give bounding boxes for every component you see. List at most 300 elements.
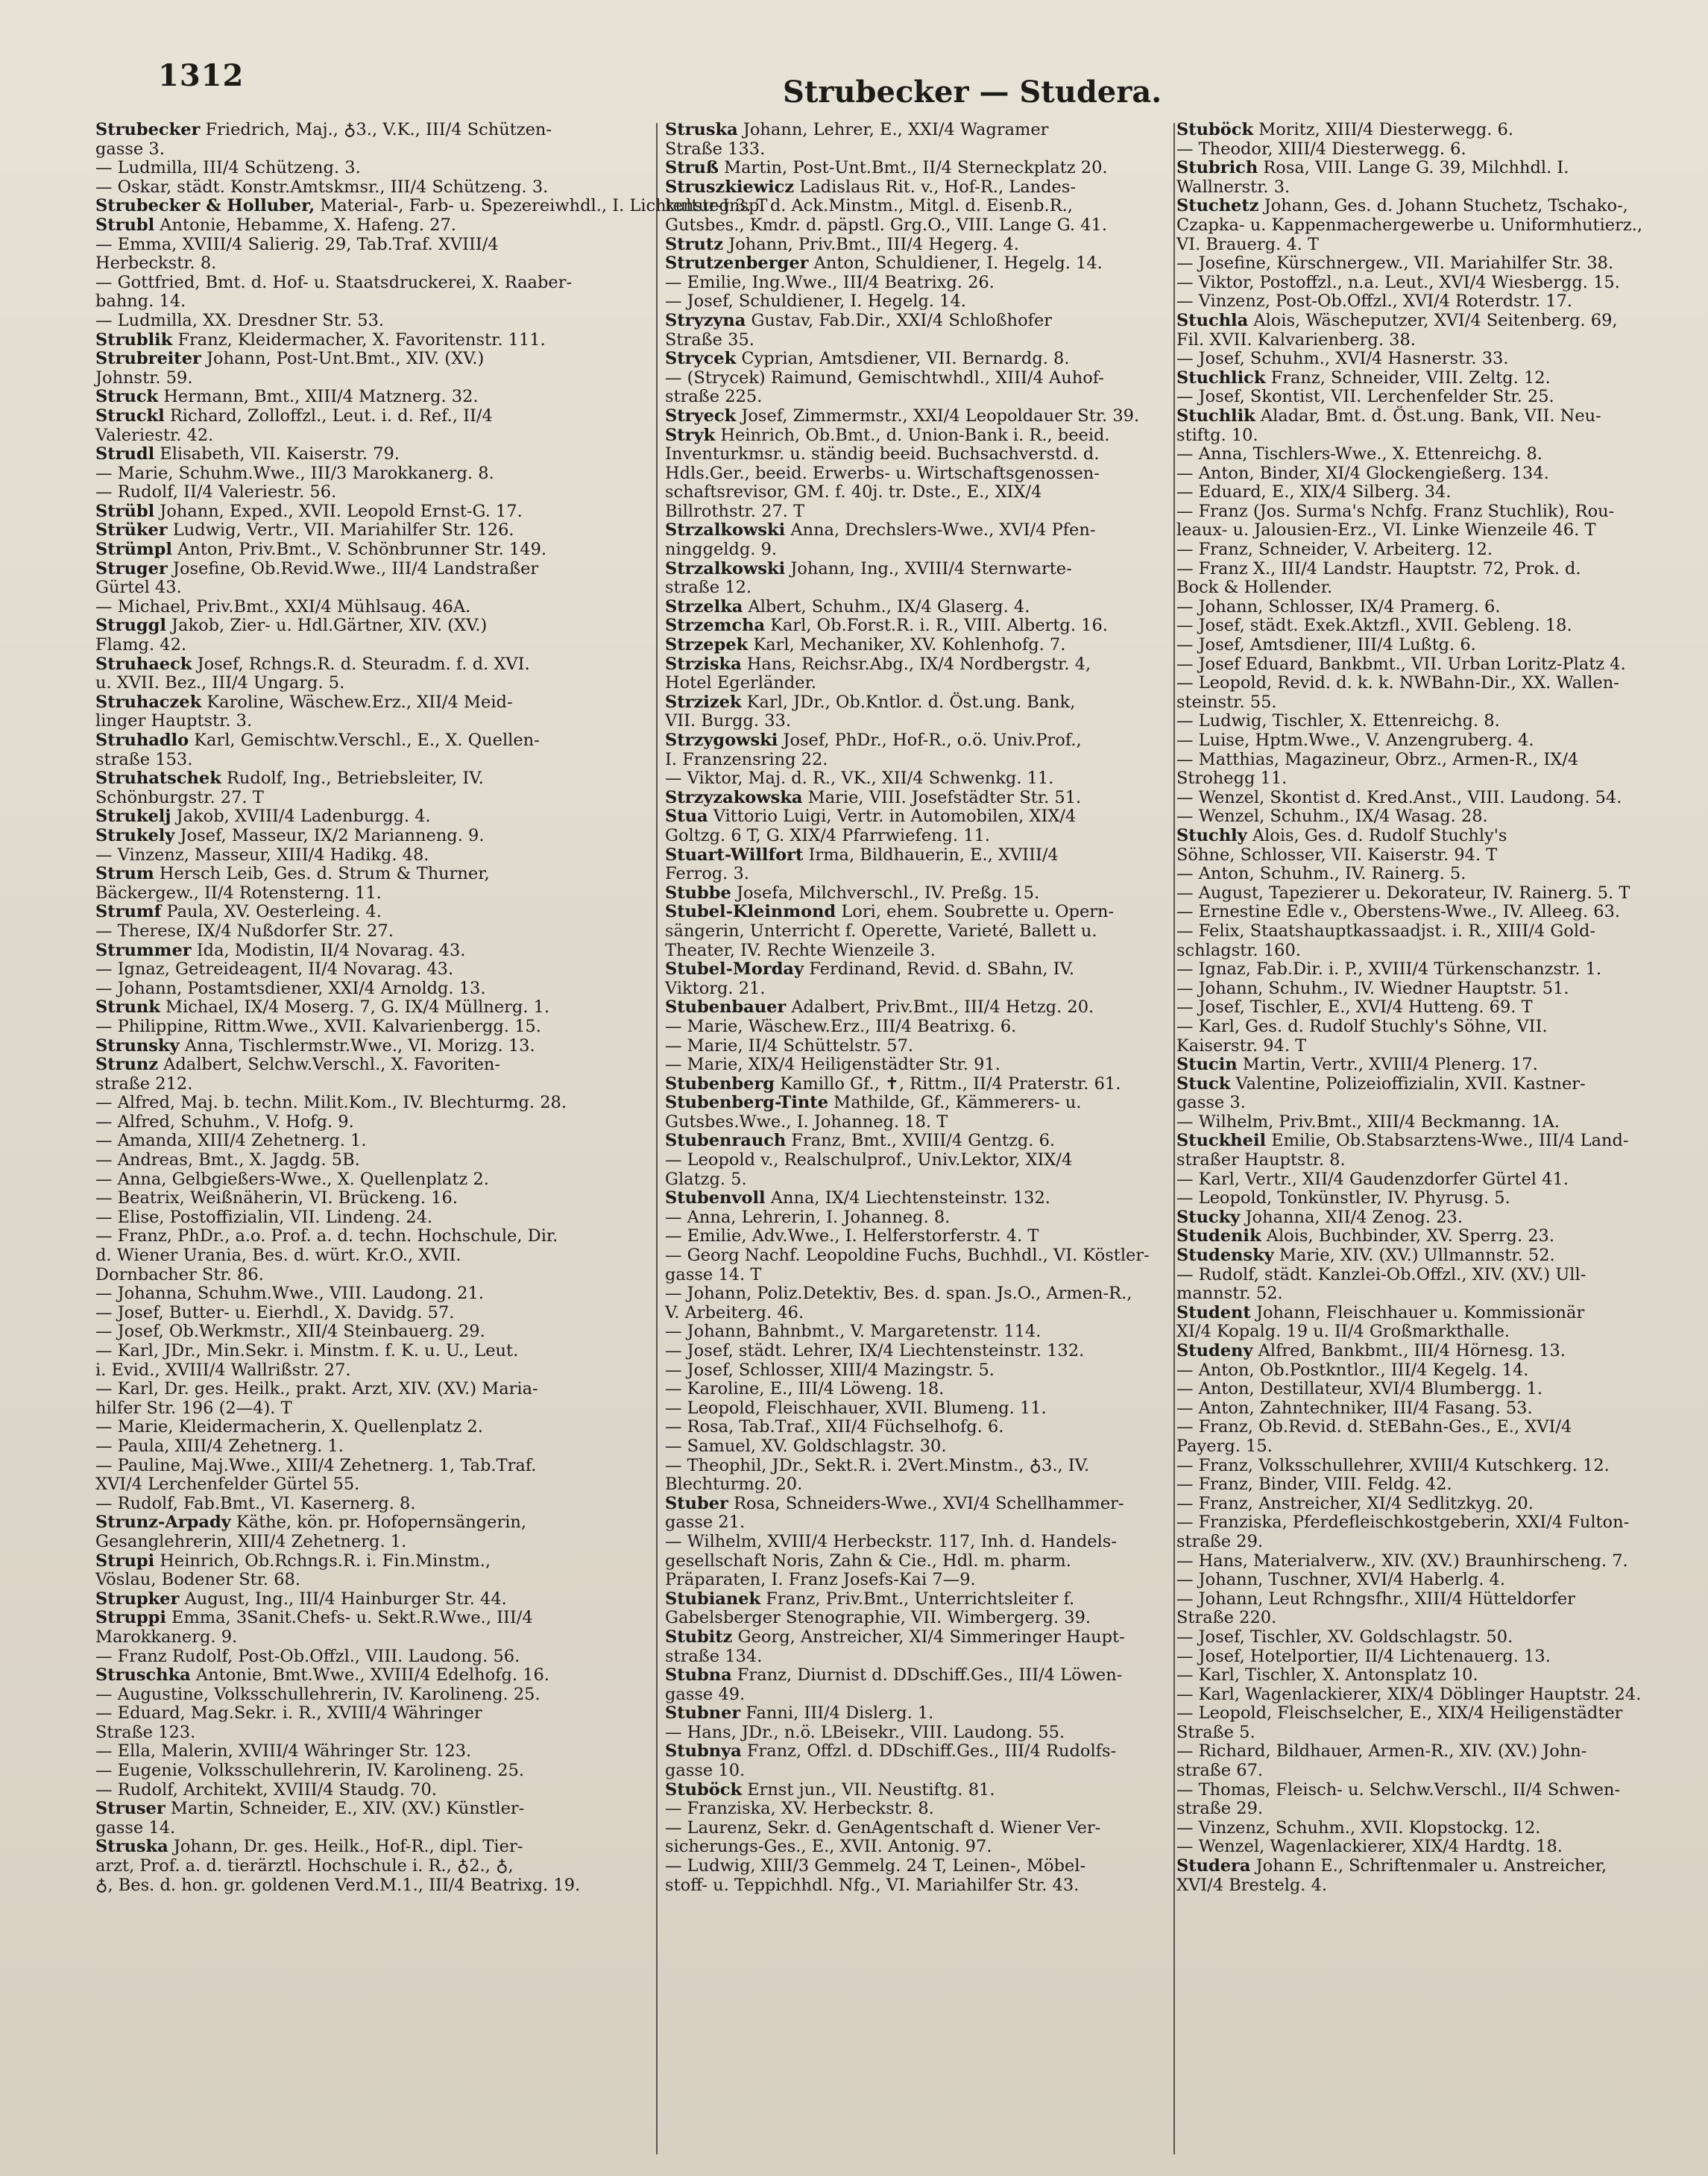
directory-entry (95, 407, 625, 426)
directory-entry (665, 1513, 1179, 1533)
directory-entry (95, 1342, 625, 1361)
entry-surname: Struska (665, 120, 738, 139)
directory-entry (1176, 1590, 1683, 1609)
entry-details: Payerg. 15. (1176, 1436, 1273, 1456)
entry-details: Kaiserstr. 94. T (1176, 1035, 1307, 1056)
entry-details: — Hans, Materialverw., XIV. (XV.) Braunhirscheng. 7. (1176, 1551, 1628, 1571)
directory-entry (1176, 751, 1683, 770)
directory-entry (1176, 1075, 1683, 1094)
entry-details: — Therese, IX/4 Nußdorfer Str. 27. (95, 921, 394, 941)
entry-surname: Strziska (665, 654, 742, 674)
entry-details: — Johanna, Schuhm.Wwe., VIII. Laudong. 21. (95, 1284, 484, 1304)
entry-details: Söhne, Schlosser, VII. Kaiserstr. 94. T (1176, 845, 1498, 865)
entry-details: — Josef, Schuldiener, I. Hegelg. 14. (665, 291, 966, 312)
entry-details: — Franz Rudolf, Post-Ob.Offzl., VIII. Laudong. 56. (95, 1646, 520, 1666)
entry-surname: Stubenvoll (665, 1188, 766, 1208)
entry-details: — August, Tapezierer u. Dekorateur, IV. Rainerg. 5. T (1176, 883, 1630, 903)
directory-entry (95, 769, 625, 789)
entry-surname: Strukelj (95, 807, 171, 827)
directory-entry (665, 331, 1179, 350)
entry-details: — Josef, städt. Exek.Aktzfl., XVII. Gebleng. 18. (1176, 616, 1572, 636)
entry-details: Emilie, Ob.Stabsarztens-Wwe., III/4 Land- (1271, 1131, 1629, 1151)
entry-details: gasse 49. (665, 1684, 746, 1704)
entry-details: Johann, Dr. ges. Heilk., Hof-R., dipl. Tier- (173, 1837, 523, 1857)
directory-entry (665, 789, 1179, 808)
directory-entry (95, 674, 625, 693)
entry-details: — Alfred, Schuhm., V. Hofg. 9. (95, 1111, 354, 1132)
entry-details: Emma, 3Sanit.Chefs- u. Sekt.R.Wwe., III/4 (171, 1608, 533, 1628)
entry-details: — Franz, Volksschullehrer, XVIII/4 Kutschkerg. 12. (1176, 1455, 1610, 1475)
directory-entry (95, 1437, 625, 1457)
directory-entry (665, 1266, 1179, 1285)
entry-details: Johann, Priv.Bmt., III/4 Hegerg. 4. (728, 234, 1019, 254)
entry-details: Moritz, XIII/4 Diesterwegg. 6. (1258, 120, 1514, 139)
directory-entry (95, 578, 625, 598)
directory-entry (1176, 1533, 1683, 1552)
directory-entry (95, 1800, 625, 1819)
entry-details: — Wilhelm, Priv.Bmt., XIII/4 Beckmanng. 1A. (1176, 1111, 1560, 1132)
entry-surname: Stuchlick (1176, 368, 1266, 388)
directory-entry (1176, 789, 1683, 808)
entry-surname: Strzygowski (665, 731, 778, 750)
directory-entry (1176, 236, 1683, 255)
directory-entry (1176, 598, 1683, 617)
entry-details: — Karl, Dr. ges. Heilk., prakt. Arzt, XIV. (XV.) Maria- (95, 1379, 538, 1399)
entry-details: Goltzg. 6 T, G. XIX/4 Pfarrwiefeng. 11. (665, 825, 991, 845)
entry-details: Friedrich, Maj., ♁3., V.K., III/4 Schützen- (205, 120, 552, 139)
directory-entry (665, 502, 1179, 522)
entry-details: Ferdinand, Revid. d. SBahn, IV. (809, 959, 1074, 980)
entry-details: gasse 3. (1176, 1093, 1246, 1113)
directory-entry (95, 980, 625, 999)
entry-details: — Gottfried, Bmt. d. Hof- u. Staatsdruckerei, X. Raaber- (95, 272, 573, 292)
entry-details: — Karl, JDr., Min.Sekr. i. Minstm. f. K. u. U., Leut. (95, 1341, 519, 1360)
entry-surname: Stubenberg (665, 1073, 775, 1094)
entry-details: steinstr. 55. (1176, 692, 1277, 712)
entry-surname: Stucin (1176, 1055, 1238, 1075)
directory-entry (665, 445, 1179, 464)
entry-details: — Rudolf, städt. Kanzlei-Ob.Offzl., XIV. (XV.) Ull- (1176, 1264, 1586, 1284)
entry-details: — Rosa, Tab.Traf., XII/4 Füchselhofg. 6. (665, 1417, 1004, 1437)
entry-surname: Stucky (1176, 1207, 1241, 1227)
entry-details: — Franz, Binder, VIII. Feldg. 42. (1176, 1475, 1452, 1495)
directory-entry (95, 1284, 625, 1304)
directory-entry (665, 1437, 1179, 1457)
entry-details: schlagstr. 160. (1176, 940, 1301, 960)
entry-details: — Franz X., III/4 Landstr. Hauptstr. 72, Prok. d. (1176, 558, 1581, 578)
directory-entry (665, 1762, 1179, 1781)
entry-surname: Strunk (95, 997, 160, 1018)
directory-entry (665, 121, 1179, 140)
entry-details: Hermann, Bmt., XIII/4 Matznerg. 32. (163, 387, 479, 407)
directory-entry (1176, 1685, 1683, 1705)
entry-details: — Wenzel, Skontist d. Kred.Anst., VIII. Laudong. 54. (1176, 787, 1622, 807)
entry-details: schaftsrevisor, GM. f. 40j. tr. Dste., E., XIX/4 (665, 482, 1042, 502)
page-number: 1312 (158, 58, 245, 93)
entry-details: Kamillo Gf., ✝, Rittm., II/4 Praterstr. 61. (780, 1073, 1121, 1094)
entry-details: — Josef Eduard, Bankbmt., VII. Urban Loritz-Platz 4. (1176, 654, 1626, 674)
entry-details: Elisabeth, VII. Kaiserstr. 79. (160, 444, 400, 464)
directory-entry (95, 140, 625, 160)
directory-entry (95, 1189, 625, 1208)
entry-surname: Strzyzakowska (665, 787, 803, 807)
entry-details: kultur-Insp. d. Ack.Minstm., Mitgl. d. Eisenb.R., (665, 196, 1073, 216)
directory-entry (665, 236, 1179, 255)
directory-entry (1176, 1113, 1683, 1132)
directory-entry (1176, 1457, 1683, 1476)
entry-details: — Josef, Schuhm., XVI/4 Hasnerstr. 33. (1176, 349, 1509, 369)
directory-entry (665, 1685, 1179, 1705)
entry-details: leaux- u. Jalousien-Erz., VI. Linke Wienzeile 46. T (1176, 520, 1596, 540)
directory-entry (665, 1322, 1179, 1342)
entry-details: — (Strycek) Raimund, Gemischtwhdl., XIII/4 Auhof- (665, 368, 1104, 388)
entry-details: — Josefine, Kürschnergew., VII. Mariahilfer Str. 38. (1176, 253, 1614, 274)
directory-entry (665, 560, 1179, 579)
directory-entry (95, 216, 625, 236)
entry-surname: Stubenberg-Tinte (665, 1093, 829, 1113)
entry-details: — Marie, XIX/4 Heiligenstädter Str. 91. (665, 1055, 1000, 1075)
directory-entry (1176, 980, 1683, 999)
entry-details: Adalbert, Priv.Bmt., III/4 Hetzg. 20. (791, 997, 1094, 1018)
entry-surname: Stuck (1176, 1073, 1231, 1094)
entry-details: Herbeckstr. 8. (95, 253, 217, 274)
entry-details: Gürtel 43. (95, 578, 182, 598)
entry-details: Präparaten, I. Franz Josefs-Kai 7—9. (665, 1570, 976, 1590)
directory-entry (95, 1552, 625, 1571)
entry-surname: Struger (95, 558, 168, 578)
directory-entry (95, 1266, 625, 1285)
directory-entry (665, 1457, 1179, 1476)
entry-details: — Anna, Lehrerin, I. Johanneg. 8. (665, 1207, 951, 1227)
directory-entry (1176, 1189, 1683, 1208)
directory-entry (95, 1742, 625, 1762)
directory-entry (1176, 1513, 1683, 1533)
directory-entry (665, 540, 1179, 560)
entry-surname: Strümpl (95, 540, 172, 560)
entry-details: — Franz, Anstreicher, XI/4 Sedlitzkyg. 20. (1176, 1493, 1534, 1513)
entry-details: straße 67. (1176, 1761, 1264, 1781)
directory-entry (665, 1876, 1179, 1896)
directory-entry (1176, 1475, 1683, 1495)
directory-entry (665, 1666, 1179, 1685)
directory-entry (1176, 1724, 1683, 1743)
entry-surname: Struhatschek (95, 769, 221, 789)
entry-details: Straße 35. (665, 329, 754, 350)
directory-entry (95, 1857, 625, 1876)
entry-details: Heinrich, Ob.Bmt., d. Union-Bank i. R., beeid. (720, 425, 1110, 445)
entry-details: Theater, IV. Rechte Wienzeile 3. (665, 940, 936, 960)
directory-entry (95, 292, 625, 312)
directory-entry (665, 1724, 1179, 1743)
entry-surname: Strukely (95, 825, 175, 845)
directory-entry (1176, 1018, 1683, 1037)
directory-entry (95, 1628, 625, 1647)
entry-details: — Karl, Wagenlackierer, XIX/4 Döblinger Hauptstr. 24. (1176, 1684, 1642, 1704)
directory-entry (95, 1513, 625, 1533)
directory-entry (95, 789, 625, 808)
directory-entry (95, 464, 625, 484)
directory-entry (1176, 1819, 1683, 1838)
entry-details: Josefine, Ob.Revid.Wwe., III/4 Landstraßer (172, 558, 539, 578)
directory-entry (95, 1533, 625, 1552)
entry-details: — Theodor, XIII/4 Diesterwegg. 6. (1176, 139, 1466, 159)
directory-entry (95, 1037, 625, 1056)
entry-details: — Emilie, Adv.Wwe., I. Helferstorferstr. 4. T (665, 1226, 1039, 1246)
entry-details: gasse 14. T (665, 1264, 762, 1284)
entry-details: — Marie, Kleidermacherin, X. Quellenplatz 2. (95, 1417, 483, 1437)
entry-details: — Philippine, Rittm.Wwe., XVII. Kalvarienbergg. 15. (95, 1016, 541, 1036)
directory-entry (1176, 1037, 1683, 1056)
entry-surname: Strzepek (665, 635, 749, 655)
directory-entry (95, 121, 625, 140)
entry-details: — Augustine, Volksschullehrerin, IV. Karolineng. 25. (95, 1684, 541, 1704)
entry-details: — Georg Nachf. Leopoldine Fuchs, Buchhdl., VI. Köstler- (665, 1246, 1150, 1266)
directory-entry (95, 751, 625, 770)
directory-entry (1176, 846, 1683, 865)
entry-details: Rosa, Schneiders-Wwe., XVI/4 Schellhammer- (734, 1493, 1124, 1513)
directory-entry (665, 464, 1179, 484)
directory-entry (95, 598, 625, 617)
directory-entry (1176, 502, 1683, 522)
entry-details: Hotel Egerländer. (665, 673, 817, 693)
entry-details: — Felix, Staatshauptkassaadjst. i. R., XIII/4 Gold- (1176, 921, 1596, 941)
directory-entry (95, 1685, 625, 1705)
entry-details: — Rudolf, Architekt, XVIII/4 Staudg. 70. (95, 1779, 437, 1800)
entry-details: mannstr. 52. (1176, 1284, 1283, 1304)
entry-surname: Strunz-Arpady (95, 1513, 231, 1533)
entry-surname: Strummer (95, 940, 192, 960)
directory-entry (1176, 884, 1683, 903)
directory-entry (95, 1475, 625, 1495)
directory-entry (665, 312, 1179, 331)
directory-entry (1176, 121, 1683, 140)
directory-entry (95, 1838, 625, 1857)
entry-details: Anton, Schuldiener, I. Hegelg. 14. (813, 253, 1103, 274)
directory-entry (95, 960, 625, 980)
directory-entry (95, 1399, 625, 1419)
entry-details: Käthe, kön. pr. Hofopernsängerin, (236, 1513, 527, 1533)
entry-details: sicherungs-Ges., E., XVII. Antonig. 97. (665, 1837, 992, 1857)
directory-entry (95, 274, 625, 293)
directory-entry (1176, 388, 1683, 407)
entry-details: Gesanglehrerin, XIII/4 Zehetnerg. 1. (95, 1531, 407, 1551)
entry-details: Franz, Kleidermacher, X. Favoritenstr. 111. (177, 329, 546, 350)
entry-details: Straße 220. (1176, 1608, 1277, 1628)
entry-surname: Stuböck (665, 1779, 743, 1800)
directory-entry (665, 1380, 1179, 1399)
entry-details: Ferrog. 3. (665, 864, 749, 884)
entry-details: Richard, Zolloffzl., Leut. i. d. Ref., II/4 (169, 406, 493, 426)
directory-entry (95, 426, 625, 446)
directory-entry (665, 1399, 1179, 1419)
entry-details: Gustav, Fab.Dir., XXI/4 Schloßhofer (751, 310, 1053, 330)
entry-details: Johann, Fleischhauer u. Kommissionär (1255, 1302, 1585, 1322)
directory-entry (1176, 1609, 1683, 1628)
directory-entry (1176, 159, 1683, 178)
directory-entry (665, 197, 1179, 216)
entry-details: — Elise, Postoffizialin, VII. Lindeng. 24. (95, 1207, 433, 1227)
entry-details: — Anton, Schuhm., IV. Rainerg. 5. (1176, 864, 1466, 884)
directory-entry (1176, 578, 1683, 598)
entry-details: Josef, PhDr., Hof-R., o.ö. Univ.Prof., (783, 731, 1082, 750)
entry-details: gasse 3. (95, 139, 165, 159)
directory-entry (665, 1571, 1179, 1590)
directory-entry (665, 140, 1179, 160)
entry-surname: Strunz (95, 1055, 158, 1075)
entry-details: Anton, Priv.Bmt., V. Schönbrunner Str. 149. (177, 540, 547, 560)
entry-details: Vöslau, Bodener Str. 68. (95, 1570, 301, 1590)
entry-surname: Strzemcha (665, 616, 766, 636)
directory-entry (665, 426, 1179, 446)
entry-surname: Struck (95, 387, 159, 407)
directory-entry (1176, 807, 1683, 827)
directory-entry (1176, 197, 1683, 216)
entry-details: — Eduard, E., XIX/4 Silberg. 34. (1176, 482, 1452, 502)
entry-details: Ernst jun., VII. Neustiftg. 81. (747, 1779, 995, 1800)
directory-entry (95, 712, 625, 731)
entry-surname: Struska (95, 1837, 168, 1857)
entry-details: — Luise, Hptm.Wwe., V. Anzengruberg. 4. (1176, 731, 1534, 750)
directory-entry (95, 693, 625, 713)
entry-details: — Johann, Tuschner, XVI/4 Haberlg. 4. (1176, 1570, 1506, 1590)
directory-entry (665, 598, 1179, 617)
entry-details: — Vinzenz, Post-Ob.Offzl., XVI/4 Roterdstr. 17. (1176, 291, 1573, 312)
directory-entry (665, 1056, 1179, 1075)
entry-details: Straße 123. (95, 1722, 196, 1742)
directory-entry (95, 178, 625, 198)
entry-details: — Laurenz, Sekr. d. GenAgentschaft d. Wiener Ver- (665, 1817, 1101, 1838)
directory-entry (95, 846, 625, 865)
entry-details: Michael, IX/4 Moserg. 7, G. IX/4 Müllnerg. 1. (165, 997, 550, 1018)
entry-details: Martin, Vertr., XVIII/4 Plenerg. 17. (1242, 1055, 1538, 1075)
entry-details: Martin, Schneider, E., XIV. (XV.) Künstler- (170, 1799, 525, 1819)
entry-details: — Emilie, Ing.Wwe., III/4 Beatrixg. 26. (665, 272, 995, 292)
entry-details: Rosa, VIII. Lange G. 39, Milchhdl. I. (1263, 158, 1569, 178)
directory-entry (665, 388, 1179, 407)
entry-surname: Strubl (95, 215, 155, 235)
directory-entry (665, 407, 1179, 426)
directory-entry (665, 846, 1179, 865)
entry-details: gesellschaft Noris, Zahn & Cie., Hdl. m. pharm. (665, 1551, 1071, 1571)
entry-details: gasse 10. (665, 1761, 746, 1781)
directory-entry (665, 1246, 1179, 1266)
directory-entry (665, 254, 1179, 274)
entry-details: — Leopold, Tonkünstler, IV. Phyrusg. 5. (1176, 1188, 1510, 1208)
directory-entry (95, 655, 625, 675)
directory-entry (1176, 254, 1683, 274)
entry-details: Heinrich, Ob.Rchngs.R. i. Fin.Minstm., (160, 1551, 491, 1571)
entry-details: Fanni, III/4 Dislerg. 1. (746, 1703, 934, 1724)
entry-details: — Josef, Ob.Werkmstr., XII/4 Steinbauerg. 29. (95, 1322, 485, 1342)
entry-details: ♁, Bes. d. hon. gr. goldenen Verd.M.1., III/4 Beatrixg. 19. (95, 1875, 581, 1895)
directory-entry (1176, 1647, 1683, 1667)
directory-entry (1176, 140, 1683, 160)
entry-details: — Eugenie, Volksschullehrerin, IV. Karolineng. 25. (95, 1761, 525, 1781)
entry-surname: Strübl (95, 501, 155, 521)
entry-surname: Struhaczek (95, 692, 202, 712)
entry-details: Hdls.Ger., beeid. Erwerbs- u. Wirtschaftsgenossen- (665, 463, 1100, 483)
entry-details: — Leopold, Fleischhauer, XVII. Blumeng. 11. (665, 1398, 1047, 1418)
column-rule-1 (656, 123, 658, 2154)
entry-details: — Ludmilla, III/4 Schützeng. 3. (95, 158, 361, 178)
entry-surname: Strum (95, 864, 154, 884)
entry-details: Straße 5. (1176, 1722, 1255, 1742)
directory-entry (1176, 369, 1683, 388)
directory-entry (95, 942, 625, 961)
entry-details: Johann, Lehrer, E., XXI/4 Wagramer (743, 120, 1049, 139)
entry-details: — Leopold v., Realschulprof., Univ.Lektor, XIX/4 (665, 1150, 1073, 1170)
directory-entry (665, 922, 1179, 942)
directory-entry (1176, 292, 1683, 312)
entry-details: gasse 21. (665, 1513, 746, 1533)
entry-details: Rudolf, Ing., Betriebsleiter, IV. (226, 769, 484, 789)
entry-details: Anna, Drechslers-Wwe., XVI/4 Pfen- (790, 520, 1096, 540)
entry-details: — Rudolf, Fab.Bmt., VI. Kasernerg. 8. (95, 1493, 416, 1513)
directory-entry (95, 1322, 625, 1342)
entry-details: Hans, Reichsr.Abg., IX/4 Nordbergstr. 4, (746, 654, 1091, 674)
directory-entry (1176, 636, 1683, 655)
directory-entry (665, 1132, 1179, 1151)
entry-surname: Stubbe (665, 883, 731, 903)
entry-surname: Stubner (665, 1703, 741, 1724)
entry-details: Gutsbes., Kmdr. d. päpstl. Grg.O., VIII. Lange G. 41. (665, 215, 1107, 235)
entry-surname: Stryeck (665, 406, 737, 426)
directory-entry (95, 884, 625, 903)
directory-entry (1176, 1876, 1683, 1896)
entry-details: Johann, Ing., XVIII/4 Sternwarte- (790, 558, 1072, 578)
directory-entry (95, 254, 625, 274)
directory-entry (1176, 1322, 1683, 1342)
directory-entry (1176, 1304, 1683, 1323)
entry-details: Flamg. 42. (95, 635, 187, 655)
directory-entry (95, 1457, 625, 1476)
directory-entry (1176, 942, 1683, 961)
entry-details: — Ignaz, Fab.Dir. i. P., XVIII/4 Türkenschanzstr. 1. (1176, 959, 1602, 980)
entry-details: — Marie, Schuhm.Wwe., III/3 Marokkanerg. 8. (95, 463, 494, 483)
directory-entry (665, 960, 1179, 980)
entry-details: — Karl, Vertr., XII/4 Gaudenzdorfer Gürtel 41. (1176, 1169, 1569, 1189)
entry-details: VI. Brauerg. 4. T (1176, 234, 1320, 254)
entry-surname: Strycek (665, 349, 737, 369)
entry-details: Viktorg. 21. (665, 978, 766, 998)
directory-entry (665, 1227, 1179, 1246)
directory-entry (95, 196, 768, 216)
entry-details: — Rudolf, II/4 Valeriestr. 56. (95, 482, 337, 502)
directory-entry (95, 521, 625, 540)
entry-details: — Josef, städt. Lehrer, IX/4 Liechtensteinstr. 132. (665, 1341, 1085, 1360)
entry-details: XI/4 Kopalg. 19 u. II/4 Großmarkthalle. (1176, 1322, 1510, 1342)
directory-entry (95, 560, 625, 579)
entry-details: — Viktor, Postoffzl., n.a. Leut., XVI/4 Wiesbergg. 15. (1176, 272, 1620, 292)
directory-entry (665, 1742, 1179, 1762)
entry-details: — Ludwig, XIII/3 Gemmelg. 24 T, Leinen-, Möbel- (665, 1856, 1086, 1876)
entry-details: — Wenzel, Wagenlackierer, XIX/4 Hardtg. 18. (1176, 1837, 1563, 1857)
entry-details: — Hans, JDr., n.ö. LBeisekr., VIII. Laudong. 55. (665, 1722, 1065, 1742)
directory-entry (1176, 655, 1683, 675)
directory-entry (95, 807, 625, 827)
entry-details: Karoline, Wäschew.Erz., XII/4 Meid- (207, 692, 513, 712)
entry-details: Karl, JDr., Ob.Kntlor. d. Öst.ung. Bank, (746, 692, 1076, 712)
entry-details: — Josef, Schlosser, XIII/4 Mazingstr. 5. (665, 1360, 995, 1380)
entry-surname: Struschka (95, 1665, 191, 1685)
entry-surname: Strzalkowski (665, 520, 786, 540)
directory-entry (665, 769, 1179, 789)
entry-details: Alfred, Bankbmt., III/4 Hörnesg. 13. (1258, 1341, 1566, 1360)
entry-surname: Stubna (665, 1665, 732, 1685)
entry-details: Josefa, Milchverschl., IV. Preßg. 15. (736, 883, 1040, 903)
directory-entry (1176, 1571, 1683, 1590)
entry-details: Martin, Post-Unt.Bmt., II/4 Sterneckplatz 20. (724, 158, 1108, 178)
